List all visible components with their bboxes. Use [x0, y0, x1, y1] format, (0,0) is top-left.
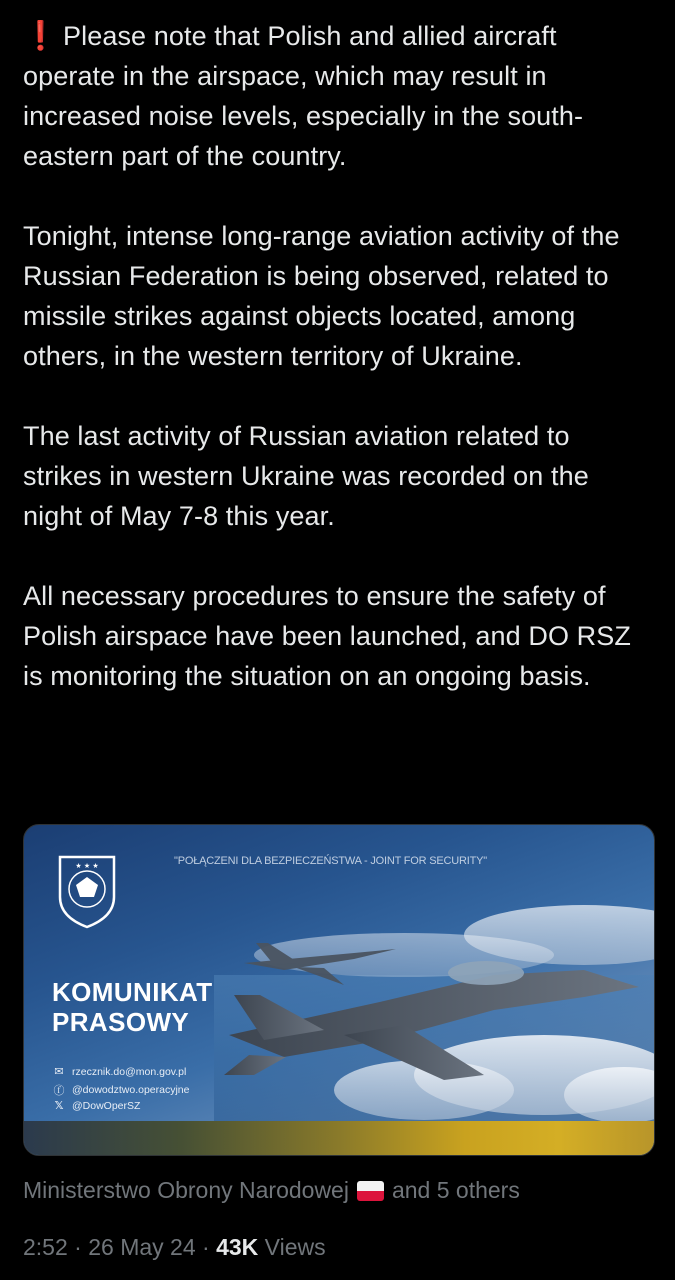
- poland-flag-icon: [357, 1181, 384, 1201]
- liked-by-account[interactable]: Ministerstwo Obrony Narodowej: [23, 1177, 349, 1203]
- contact-x: 𝕏 @DowOperSZ: [52, 1099, 140, 1112]
- armed-forces-crest-icon: [54, 851, 120, 931]
- tweet-paragraph-4: All necessary procedures to ensure the safety of Polish airspace have been launched, and DO RSZ is monitoring the situation on an ongoing basis.: [23, 581, 631, 691]
- liked-by-others[interactable]: and 5 others: [391, 1177, 520, 1203]
- press-release-title: KOMUNIKAT PRASOWY: [52, 977, 213, 1037]
- tweet-text: [23, 16, 655, 736]
- liked-by-row[interactable]: [23, 1177, 520, 1204]
- timestamp-row: [23, 1234, 326, 1261]
- tweet-paragraph-3: The last activity of Russian aviation related to strikes in western Ukraine was recorded on the night of May 7-8 this year.: [23, 421, 589, 531]
- separator: ·: [74, 1234, 82, 1260]
- separator: ·: [202, 1234, 210, 1260]
- media-slogan: "POŁĄCZENI DLA BEZPIECZEŃSTWA - JOINT FOR SECURITY": [174, 855, 487, 867]
- x-logo-icon: 𝕏: [54, 1100, 64, 1112]
- exclamation-icon: ❗: [23, 20, 58, 51]
- contact-email: ✉ rzecznik.do@mon.gov.pl: [52, 1065, 186, 1078]
- views-count: 43K: [216, 1234, 259, 1260]
- contact-facebook: ⓕ @dowodztwo.operacyjne: [53, 1084, 190, 1097]
- svg-text:★ ★ ★: ★ ★ ★: [75, 862, 99, 870]
- tweet-media-image[interactable]: [23, 824, 655, 1156]
- gold-band-decoration: [24, 1121, 654, 1155]
- post-time[interactable]: 2:52: [23, 1234, 68, 1260]
- tweet-paragraph-2: Tonight, intense long-range aviation activity of the Russian Federation is being observed, related to missile strikes against objects located, among others, in the western territory of Ukraine.: [23, 221, 620, 371]
- mail-icon: ✉: [54, 1066, 64, 1078]
- tweet-paragraph-1: ❗ Please note that Polish and allied aircraft operate in the airspace, which may result in increased noise levels, especially in the south-eastern part of the country.: [23, 16, 655, 176]
- views-label: Views: [264, 1234, 326, 1260]
- facebook-icon: ⓕ: [53, 1085, 65, 1097]
- post-date[interactable]: 26 May 24: [88, 1234, 196, 1260]
